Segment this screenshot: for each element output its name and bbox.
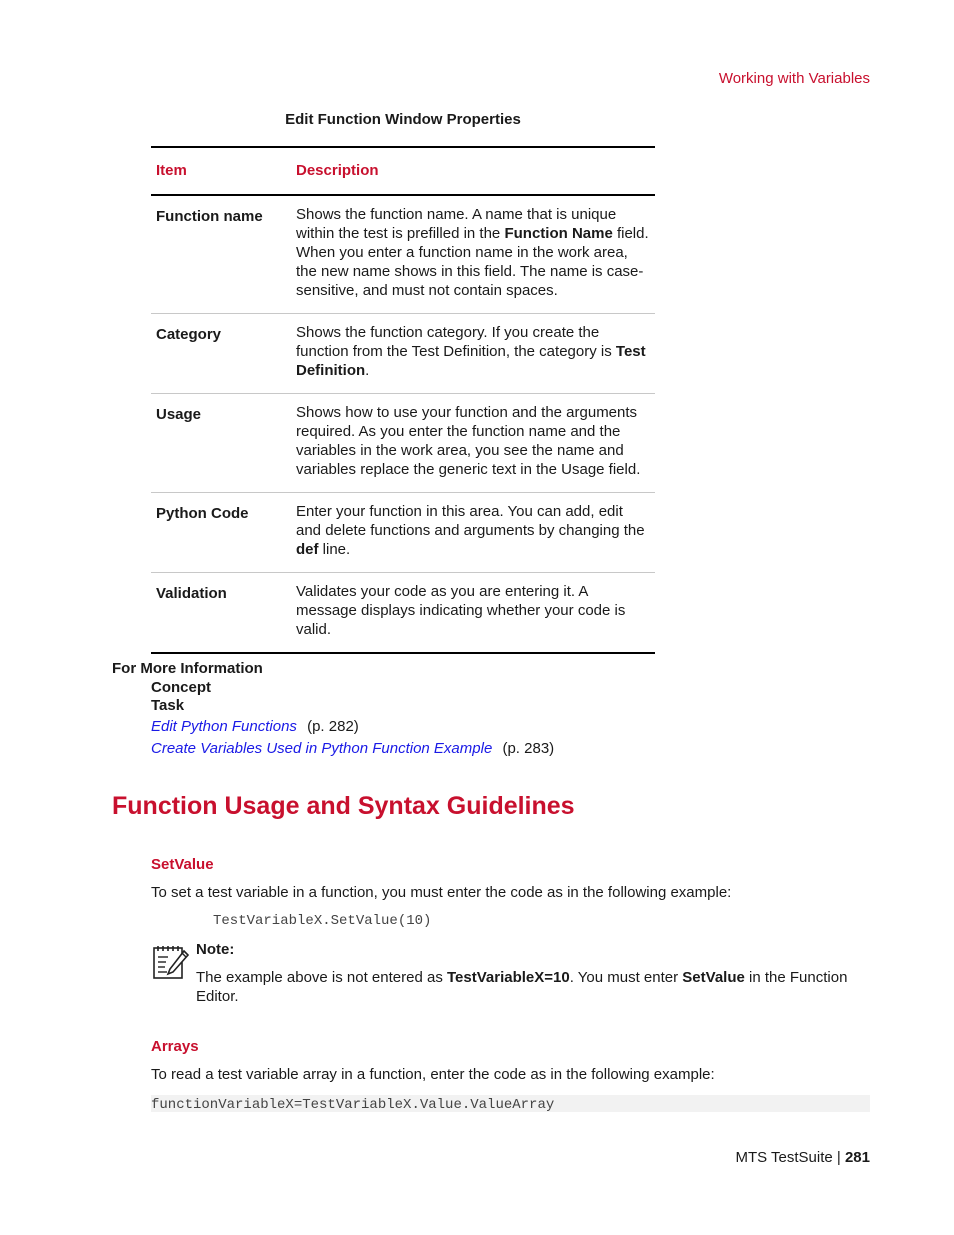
properties-table bbox=[151, 146, 655, 654]
page-reference: (p. 282) bbox=[307, 718, 359, 735]
page-footer bbox=[735, 1149, 870, 1166]
page-reference: (p. 283) bbox=[502, 740, 555, 757]
related-link-item bbox=[151, 718, 359, 735]
table-row bbox=[151, 493, 655, 573]
arrays-code-example: functionVariableX=TestVariableX.Value.ValueArray bbox=[151, 1097, 555, 1113]
table-header-row bbox=[151, 147, 655, 195]
arrays-code-block bbox=[151, 1095, 870, 1112]
page-number: 281 bbox=[844, 1149, 870, 1166]
column-header-description: Description bbox=[291, 147, 655, 195]
setvalue-code-example: TestVariableX.SetValue(10) bbox=[213, 913, 432, 929]
description-cell: Shows the function name. A name that is unique within the test is prefilled in the Function Name field. When you enter a function name in the work area, the new name shows in this field. The name is case-sensitive, and must not contain spaces. bbox=[291, 195, 655, 314]
table-row bbox=[151, 314, 655, 394]
item-cell: Usage bbox=[151, 394, 291, 493]
arrays-intro: To read a test variable array in a function, enter the code as in the following example: bbox=[151, 1066, 715, 1083]
table-row bbox=[151, 195, 655, 314]
concept-label: Concept bbox=[151, 679, 211, 696]
description-cell: Shows the function category. If you create the function from the Test Definition, the category is Test Definition. bbox=[291, 314, 655, 394]
table-row bbox=[151, 394, 655, 493]
note-pencil-icon bbox=[151, 943, 189, 981]
item-cell: Function name bbox=[151, 195, 291, 314]
description-cell: Validates your code as you are entering it. A message displays indicating whether your code is valid. bbox=[291, 573, 655, 654]
arrays-heading: Arrays bbox=[151, 1038, 199, 1055]
note-title: Note: bbox=[196, 941, 235, 958]
table-caption: Edit Function Window Properties bbox=[285, 111, 521, 128]
task-label: Task bbox=[151, 697, 185, 714]
setvalue-intro: To set a test variable in a function, you must enter the code as in the following example: bbox=[151, 884, 732, 901]
create-variables-example-link[interactable]: Create Variables Used in Python Function Example bbox=[151, 740, 493, 757]
setvalue-heading: SetValue bbox=[151, 856, 214, 873]
description-cell: Shows how to use your function and the arguments required. As you enter the function name and the variables in the work area, you see the name and variables replace the generic text in the Usage field. bbox=[291, 394, 655, 493]
note-body: The example above is not entered as TestVariableX=10. You must enter SetValue in the Function Editor. bbox=[196, 969, 848, 1005]
item-cell: Validation bbox=[151, 573, 291, 654]
item-cell: Category bbox=[151, 314, 291, 394]
running-header: Working with Variables bbox=[718, 70, 870, 87]
column-header-item: Item bbox=[151, 147, 291, 195]
related-link-item bbox=[151, 740, 554, 757]
description-cell: Enter your function in this area. You can add, edit and delete functions and arguments by changing the def line. bbox=[291, 493, 655, 573]
product-name: MTS TestSuite | bbox=[735, 1149, 845, 1166]
more-info-heading: For More Information bbox=[112, 660, 263, 677]
table-row bbox=[151, 573, 655, 654]
edit-python-functions-link[interactable]: Edit Python Functions bbox=[151, 718, 297, 735]
section-title: Function Usage and Syntax Guidelines bbox=[112, 792, 575, 820]
item-cell: Python Code bbox=[151, 493, 291, 573]
